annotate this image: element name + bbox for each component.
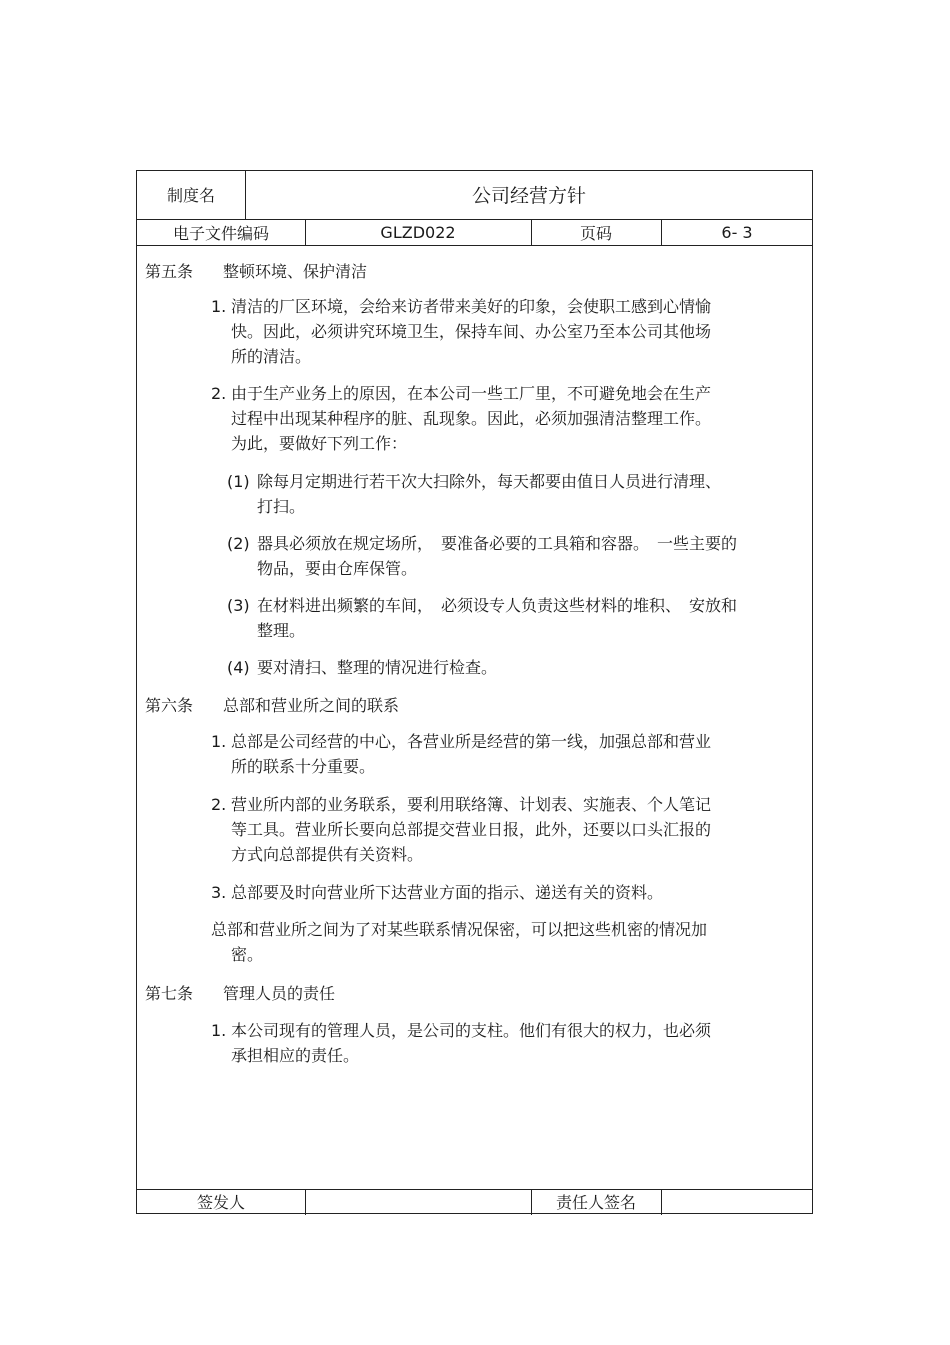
article-title: 总部和营业所之间的联系 <box>223 696 400 715</box>
article-title: 整顿环境、保护清洁 <box>223 262 368 281</box>
note-line: 总部和营业所之间为了对某些联系情况保密，可以把这些机密的情况加 <box>211 920 708 939</box>
item-line: 器具必须放在规定场所， 要准备必要的工具箱和容器。 一些主要的 <box>257 534 738 553</box>
article-title: 管理人员的责任 <box>223 984 336 1003</box>
item-line: 除每月定期进行若干次大扫除外，每天都要由值日人员进行清理、 <box>257 472 722 491</box>
item-line: 在材料进出频繁的车间， 必须设专人负责这些材料的堆积、 安放和 <box>257 596 738 615</box>
item-marker: 1. <box>211 297 227 316</box>
article-number: 第六条 <box>145 696 194 715</box>
item-marker: (4) <box>227 658 250 677</box>
issuer-label: 签发人 <box>196 1193 245 1212</box>
item-line: 方式向总部提供有关资料。 <box>231 845 424 864</box>
page-label: 页码 <box>579 223 612 243</box>
item-line: 快。因此，必须讲究环境卫生，保持车间、办公室乃至本公司其他场 <box>231 322 712 341</box>
issuer-value <box>305 1189 531 1214</box>
signer-label: 责任人签名 <box>555 1193 636 1212</box>
item-line: 清洁的厂区环境，会给来访者带来美好的印象，会使职工感到心情愉 <box>231 297 712 316</box>
file-code-label: 电子文件编码 <box>172 223 269 243</box>
note-line: 密。 <box>231 945 264 964</box>
item-line: 过程中出现某种程序的脏、乱现象。因此，必须加强清洁整理工作。 <box>231 409 712 428</box>
article-6-heading <box>145 693 399 716</box>
item-marker: (2) <box>227 534 250 553</box>
item-marker: 1. <box>211 1021 227 1040</box>
page-value: 6- 3 <box>721 222 753 242</box>
item-line: 等工具。营业所长要向总部提交营业日报，此外，还要以口头汇报的 <box>231 820 712 839</box>
item-line: 所的联系十分重要。 <box>231 757 376 776</box>
item-line: 总部要及时向营业所下达营业方面的指示、递送有关的资料。 <box>231 883 664 902</box>
item-line: 为此，要做好下列工作： <box>231 434 408 453</box>
item-marker: (3) <box>227 596 250 615</box>
item-line: 总部是公司经营的中心，各营业所是经营的第一线，加强总部和营业 <box>231 732 712 751</box>
article-5-heading <box>145 259 367 282</box>
item-marker: 2. <box>211 795 227 814</box>
item-marker: 1. <box>211 732 227 751</box>
regulation-name-label: 制度名 <box>166 185 215 205</box>
header-divider-2 <box>137 245 812 246</box>
item-line: 本公司现有的管理人员，是公司的支柱。他们有很大的权力，也必须 <box>231 1021 712 1040</box>
item-line: 打扫。 <box>257 497 306 516</box>
signer-value <box>661 1189 813 1214</box>
article-7-heading <box>145 981 335 1004</box>
item-line: 营业所内部的业务联系，要利用联络簿、计划表、实施表、个人笔记 <box>231 795 712 814</box>
article-number: 第五条 <box>145 262 194 281</box>
regulation-form <box>136 170 813 1214</box>
item-line: 由于生产业务上的原因，在本公司一些工厂里，不可避免地会在生产 <box>231 384 712 403</box>
article-number: 第七条 <box>145 984 194 1003</box>
item-line: 要对清扫、整理的情况进行检查。 <box>257 658 498 677</box>
item-line: 物品，要由仓库保管。 <box>257 559 418 578</box>
item-line: 整理。 <box>257 621 306 640</box>
item-marker: 2. <box>211 384 227 403</box>
item-marker: (1) <box>227 472 250 491</box>
item-marker: 3. <box>211 883 227 902</box>
file-code-value: GLZD022 <box>380 222 456 242</box>
item-line: 所的清洁。 <box>231 347 312 366</box>
item-line: 承担相应的责任。 <box>231 1046 360 1065</box>
document-title: 公司经营方针 <box>471 184 586 207</box>
